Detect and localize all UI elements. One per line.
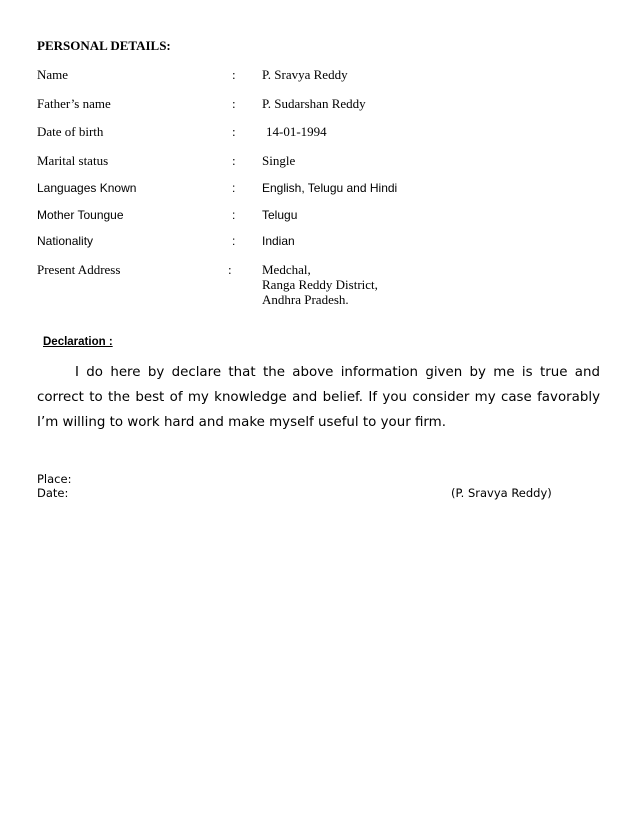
detail-label: Languages Known	[37, 181, 137, 195]
place-label: Place:	[37, 472, 72, 486]
detail-label: Mother Toungue	[37, 208, 124, 222]
address-line: Medchal,	[262, 262, 311, 277]
signature-name: (P. Sravya Reddy)	[451, 486, 552, 500]
detail-value: 14-01-1994	[266, 124, 327, 139]
detail-label: Nationality	[37, 234, 94, 248]
detail-separator: :	[232, 96, 236, 111]
detail-row-name	[37, 67, 597, 87]
address-block	[262, 262, 378, 307]
detail-separator: :	[232, 153, 236, 168]
section-heading: PERSONAL DETAILS:	[37, 38, 171, 53]
address-line: Andhra Pradesh.	[262, 292, 349, 307]
detail-separator: :	[228, 262, 232, 277]
detail-separator: :	[232, 208, 236, 222]
detail-separator: :	[232, 181, 236, 195]
detail-row-mother-tongue	[37, 208, 597, 228]
declaration-title: Declaration :	[43, 336, 113, 348]
detail-value: Telugu	[262, 208, 298, 222]
date-label: Date:	[37, 486, 69, 500]
detail-value: Single	[262, 153, 296, 168]
detail-value: English, Telugu and Hindi	[262, 181, 398, 195]
detail-separator: :	[232, 124, 236, 139]
detail-row-languages	[37, 181, 597, 201]
detail-row-marital-status	[37, 153, 597, 173]
address-line: Ranga Reddy District,	[262, 277, 378, 292]
declaration-text: I do here by declare that the above information given by me is true and correct to the best of my knowledge and belief. If you consider my case favorably I’m willing to work hard and make myself useful to your firm.	[37, 365, 600, 430]
detail-separator: :	[232, 234, 236, 248]
detail-row-nationality	[37, 234, 597, 254]
detail-row-father-name	[37, 96, 597, 116]
detail-label: Marital status	[37, 153, 109, 168]
detail-label: Father’s name	[37, 96, 111, 111]
detail-label: Name	[37, 67, 69, 82]
detail-separator: :	[232, 67, 236, 82]
detail-value: Indian	[262, 234, 295, 248]
detail-value: P. Sravya Reddy	[262, 67, 348, 82]
detail-row-present-address	[37, 262, 597, 310]
detail-label: Present Address	[37, 262, 121, 277]
detail-label: Date of birth	[37, 124, 104, 139]
detail-row-date-of-birth	[37, 124, 597, 144]
detail-value: P. Sudarshan Reddy	[262, 96, 366, 111]
